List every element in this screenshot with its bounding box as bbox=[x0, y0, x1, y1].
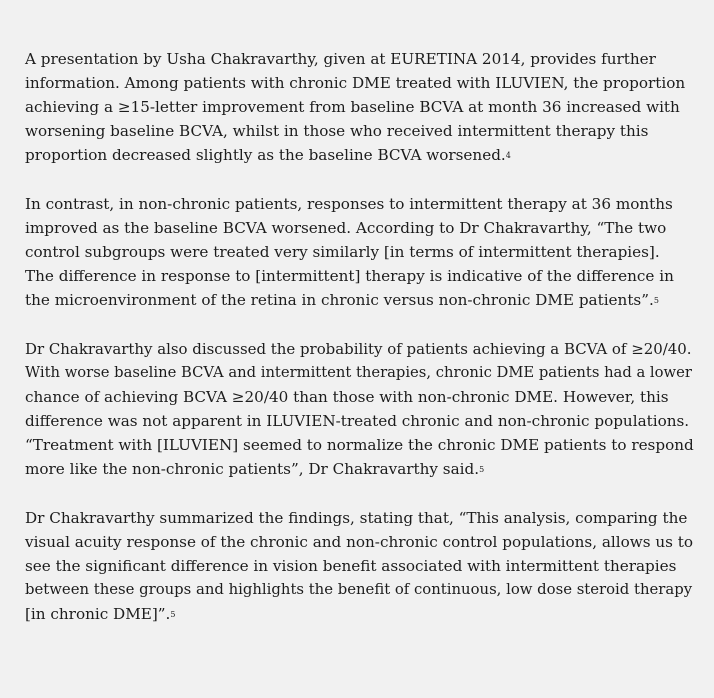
paragraph-euretina-presentation bbox=[25, 47, 695, 168]
paragraph-bcva-probability bbox=[25, 337, 695, 482]
text-line: The difference in response to [intermittent] therapy is indicative of the difference in bbox=[25, 267, 674, 285]
text-line: Dr Chakravarthy also discussed the probability of patients achieving a BCVA of ≥20/40. bbox=[25, 340, 692, 358]
text-line: With worse baseline BCVA and intermittent therapies, chronic DME patients had a lower bbox=[25, 364, 692, 381]
reference-marker: 4 bbox=[505, 151, 511, 160]
paragraph-summary bbox=[25, 506, 695, 627]
text-line-content: more like the non-chronic patients”, Dr Chakravarthy said. bbox=[25, 460, 480, 478]
paragraph-non-chronic-patients bbox=[25, 192, 695, 313]
reference-marker: 5 bbox=[170, 610, 176, 619]
text-line bbox=[25, 288, 695, 313]
article-body bbox=[25, 47, 695, 651]
text-line bbox=[25, 457, 695, 482]
text-line: visual acuity response of the chronic and non-chronic control populations, allows us to bbox=[25, 533, 694, 551]
text-line-content: [in chronic DME]”. bbox=[25, 605, 171, 623]
text-line bbox=[25, 143, 695, 168]
text-line: between these groups and highlights the benefit of continuous, low dose steroid therapy bbox=[25, 581, 693, 598]
text-line: difference was not apparent in ILUVIEN-treated chronic and non-chronic populations. bbox=[25, 412, 690, 430]
text-line: worsening baseline BCVA, whilst in those who received intermittent therapy this bbox=[25, 122, 649, 140]
text-line-content: proportion decreased slightly as the baseline BCVA worsened. bbox=[25, 146, 506, 164]
reference-marker: 5 bbox=[653, 296, 659, 305]
text-line: improved as the baseline BCVA worsened. According to Dr Chakravarthy, “The two bbox=[25, 219, 667, 237]
text-line: information. Among patients with chronic DME treated with ILUVIEN, the proportion bbox=[25, 74, 686, 92]
text-line: A presentation by Usha Chakravarthy, given at EURETINA 2014, provides further bbox=[25, 50, 656, 68]
text-line: “Treatment with [ILUVIEN] seemed to normalize the chronic DME patients to respond bbox=[25, 436, 694, 454]
text-line: see the significant difference in vision benefit associated with intermittent therapies bbox=[25, 557, 677, 575]
text-line: Dr Chakravarthy summarized the findings, stating that, “This analysis, comparing the bbox=[25, 509, 688, 527]
text-line-content: the microenvironment of the retina in chronic versus non-chronic DME patients”. bbox=[25, 291, 654, 309]
text-line: chance of achieving BCVA ≥20/40 than those with non-chronic DME. However, this bbox=[25, 388, 669, 406]
text-line bbox=[25, 602, 695, 627]
reference-marker: 5 bbox=[479, 465, 485, 474]
text-line: control subgroups were treated very similarly [in terms of intermittent therapies]. bbox=[25, 243, 660, 261]
text-line: In contrast, in non-chronic patients, responses to intermittent therapy at 36 months bbox=[25, 195, 673, 213]
text-line: achieving a ≥15-letter improvement from baseline BCVA at month 36 increased with bbox=[25, 98, 680, 116]
